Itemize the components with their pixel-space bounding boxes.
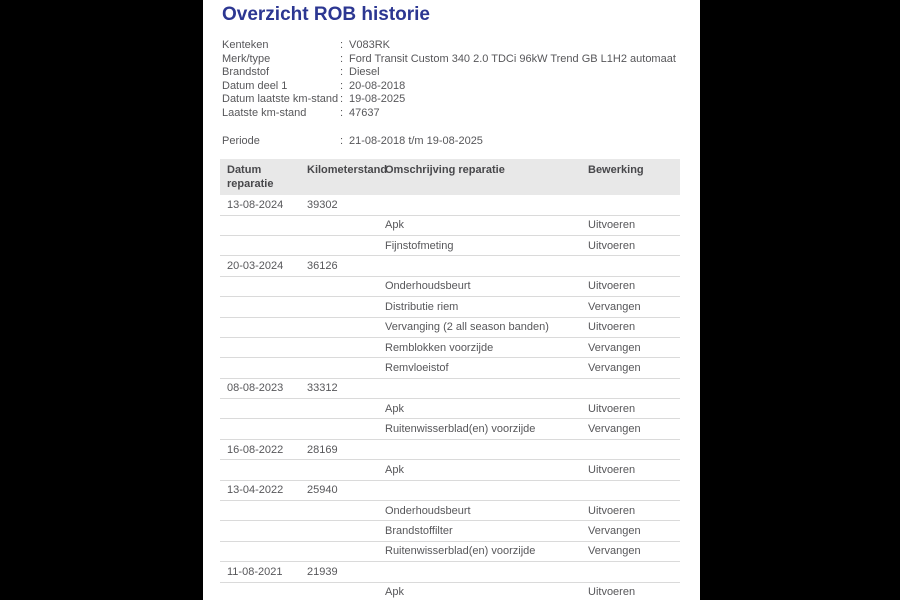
cell-datum-reparatie: 11-08-2021 [227,565,283,578]
cell-bewerking: Uitvoeren [588,219,636,232]
info-value: 47637 [349,106,380,119]
rob-history-table [220,159,680,600]
info-label: Brandstof [222,66,270,79]
periode-row [222,135,700,149]
table-row [220,256,680,276]
periode-label: Periode [222,134,260,147]
table-row [220,318,680,338]
info-value: 20-08-2018 [349,79,406,92]
table-row [220,583,680,600]
info-value: Diesel [349,66,380,79]
info-label: Datum deel 1 [222,79,288,92]
column-header-datum-reparatie: Datum reparatie [227,164,274,190]
table-row [220,419,680,439]
cell-datum-reparatie: 16-08-2022 [227,443,284,456]
table-row [220,521,680,541]
table-row [220,542,680,562]
column-header-bewerking: Bewerking [588,164,644,177]
info-separator: : [340,66,344,79]
info-label: Datum laatste km-stand [222,93,339,106]
cell-bewerking: Uitvoeren [588,321,636,334]
cell-kilometerstand: 33312 [307,382,338,395]
table-row [220,236,680,256]
cell-omschrijving-reparatie: Brandstoffilter [385,525,453,538]
vehicle-info-block [222,39,700,148]
cell-datum-reparatie: 08-08-2023 [227,382,284,395]
table-row [220,338,680,358]
table-row [220,358,680,378]
cell-bewerking: Uitvoeren [588,586,636,599]
cell-omschrijving-reparatie: Apk [385,463,404,476]
cell-bewerking: Vervangen [588,545,641,558]
cell-bewerking: Uitvoeren [588,504,636,517]
cell-kilometerstand: 39302 [307,198,338,211]
table-row [220,460,680,480]
cell-omschrijving-reparatie: Apk [385,219,404,232]
info-separator: : [340,93,344,106]
cell-bewerking: Vervangen [588,361,641,374]
info-value: 19-08-2025 [349,93,406,106]
cell-kilometerstand: 28169 [307,443,338,456]
info-separator: : [340,52,344,65]
document-page [203,0,700,600]
info-value: V083RK [349,39,390,51]
cell-datum-reparatie: 20-03-2024 [227,260,284,273]
table-header-row [220,159,680,195]
periode-value: 21-08-2018 t/m 19-08-2025 [349,134,483,147]
info-row-datum-laatste-km-stand [222,93,700,107]
info-separator: : [340,106,344,119]
cell-omschrijving-reparatie: Ruitenwisserblad(en) voorzijde [385,545,536,558]
info-row-brandstof [222,66,700,80]
cell-bewerking: Uitvoeren [588,280,636,293]
column-header-omschrijving-reparatie: Omschrijving reparatie [385,164,505,177]
table-row [220,481,680,501]
cell-omschrijving-reparatie: Onderhoudsbeurt [385,504,471,517]
info-row-merk-type [222,53,700,67]
info-row-laatste-km-stand [222,107,700,121]
cell-datum-reparatie: 13-04-2022 [227,484,284,497]
table-row [220,379,680,399]
info-row-kenteken [222,39,700,53]
cell-omschrijving-reparatie: Ruitenwisserblad(en) voorzijde [385,423,536,436]
cell-kilometerstand: 36126 [307,260,338,273]
table-row [220,440,680,460]
info-separator: : [340,134,344,147]
table-row [220,216,680,236]
cell-kilometerstand: 25940 [307,484,338,497]
cell-bewerking: Vervangen [588,300,641,313]
cell-bewerking: Uitvoeren [588,402,636,415]
cell-omschrijving-reparatie: Remvloeistof [385,361,449,374]
table-row [220,501,680,521]
table-row [220,277,680,297]
info-separator: : [340,79,344,92]
cell-bewerking: Vervangen [588,423,641,436]
info-row-datum-deel-1 [222,80,700,94]
cell-omschrijving-reparatie: Onderhoudsbeurt [385,280,471,293]
cell-datum-reparatie: 13-08-2024 [227,198,284,211]
cell-bewerking: Vervangen [588,341,641,354]
cell-bewerking: Vervangen [588,525,641,538]
table-row [220,195,680,215]
info-label: Kenteken [222,39,269,51]
cell-bewerking: Uitvoeren [588,463,636,476]
table-row [220,562,680,582]
info-label: Merk/type [222,52,271,65]
cell-omschrijving-reparatie: Vervanging (2 all season banden) [385,321,549,334]
info-separator: : [340,39,344,51]
cell-bewerking: Uitvoeren [588,239,636,252]
table-body [220,195,680,600]
page-title: Overzicht ROB historie [222,4,430,25]
info-value: Ford Transit Custom 340 2.0 TDCi 96kW Trend GB L1H2 automaat [349,52,676,65]
cell-omschrijving-reparatie: Fijnstofmeting [385,239,454,252]
cell-omschrijving-reparatie: Remblokken voorzijde [385,341,494,354]
table-row [220,399,680,419]
cell-kilometerstand: 21939 [307,565,338,578]
cell-omschrijving-reparatie: Apk [385,402,404,415]
cell-omschrijving-reparatie: Apk [385,586,404,599]
column-header-kilometerstand: Kilometerstand [307,164,388,177]
info-label: Laatste km-stand [222,106,307,119]
table-row [220,297,680,317]
cell-omschrijving-reparatie: Distributie riem [385,300,459,313]
